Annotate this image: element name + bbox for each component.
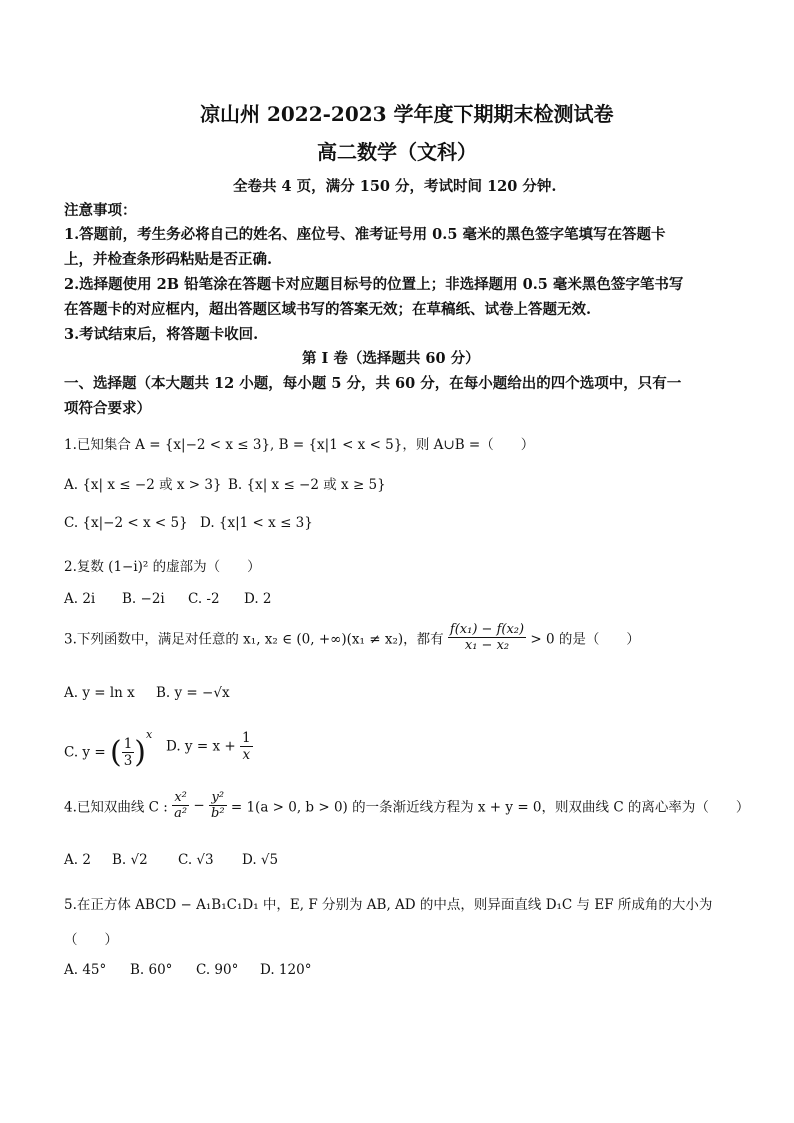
note-line: 上，并检查条形码粘贴是否正确. bbox=[64, 251, 273, 268]
question-3-stem bbox=[64, 622, 640, 653]
question-4-option-d: D. √5 bbox=[242, 852, 279, 868]
exam-title: 凉山州 2022-2023 学年度下期期末检测试卷 bbox=[200, 102, 614, 126]
fraction-denominator: 3 bbox=[123, 753, 133, 769]
subject-title: 高二数学（文科） bbox=[317, 140, 477, 164]
fraction-numerator: 1 bbox=[241, 730, 251, 746]
option-d-fraction bbox=[240, 730, 253, 763]
question-5-option-a: A. 45° bbox=[64, 962, 107, 978]
note-line: 在答题卡的对应框内，超出答题区域书写的答案无效；在草稿纸、试卷上答题无效. bbox=[64, 301, 592, 318]
question-4-option-a: A. 2 bbox=[64, 852, 91, 868]
question-2-option-d: D. 2 bbox=[244, 591, 272, 607]
question-4-option-b: B. √2 bbox=[112, 852, 148, 868]
note-line: 1.答题前，考生务必将自己的姓名、座位号、准考证号用 0.5 毫米的黑色签字笔填写在答题卡 bbox=[64, 226, 666, 243]
section-instructions-cont: 项符合要求） bbox=[64, 400, 151, 417]
question-3-option-d bbox=[166, 730, 253, 763]
question-1-option-d: D. {x|1 < x ≤ 3} bbox=[200, 515, 313, 531]
fraction-denominator: a² bbox=[174, 806, 188, 821]
option-d-prefix: D. y = x + bbox=[166, 738, 236, 755]
question-4-fraction-y bbox=[209, 790, 227, 821]
question-4-fraction-x bbox=[172, 790, 189, 821]
note-line: 2.选择题使用 2B 铅笔涂在答题卡对应题目标号的位置上；非选择题用 0.5 毫米黑色签字笔书写 bbox=[64, 276, 684, 293]
question-5-option-b: B. 60° bbox=[130, 962, 173, 978]
fraction-denominator: x₁ − x₂ bbox=[464, 638, 510, 653]
option-c-prefix: C. y = bbox=[64, 744, 106, 761]
question-2-option-a: A. 2i bbox=[64, 591, 96, 607]
question-4-option-c: C. √3 bbox=[178, 852, 214, 868]
fraction-numerator: 1 bbox=[123, 736, 133, 752]
fraction-denominator: x bbox=[242, 747, 251, 763]
fraction-numerator: y² bbox=[209, 790, 227, 806]
section-instructions: 一、选择题（本大题共 12 小题，每小题 5 分，共 60 分，在每小题给出的四个选项中，只有一 bbox=[64, 375, 682, 392]
question-4-stem-post: = 1(a > 0, b > 0) 的一条渐近线方程为 x + y = 0，则双曲线 C 的离心率为（ ） bbox=[230, 799, 750, 816]
exponent: x bbox=[146, 728, 153, 741]
question-5-option-d: D. 120° bbox=[260, 962, 312, 978]
option-c-fraction bbox=[122, 736, 135, 769]
minus-sign: − bbox=[193, 797, 205, 814]
question-2-option-c: C. -2 bbox=[188, 591, 220, 607]
right-paren: ) bbox=[134, 735, 146, 770]
question-2-stem: 2.复数 (1−i)² 的虚部为（ ） bbox=[64, 559, 261, 575]
question-3-option-c bbox=[64, 728, 152, 770]
question-3-option-b: B. y = −√x bbox=[156, 685, 230, 701]
question-1-option-c: C. {x|−2 < x < 5} bbox=[64, 515, 188, 531]
question-4-stem bbox=[64, 790, 749, 821]
fraction-numerator: x² bbox=[172, 790, 189, 806]
question-5-stem: 5.在正方体 ABCD − A₁B₁C₁D₁ 中，E, F 分别为 AB, AD 的中点，则异面直线 D₁C 与 EF 所成角的大小为 bbox=[64, 897, 713, 913]
question-1-option-a: A. {x| x ≤ −2 或 x > 3} bbox=[64, 477, 222, 493]
question-2-option-b: B. −2i bbox=[122, 591, 165, 607]
question-3-fraction bbox=[448, 622, 526, 653]
question-3-stem-pre: 3.下列函数中，满足对任意的 x₁, x₂ ∈ (0, +∞)(x₁ ≠ x₂)，都有 bbox=[64, 631, 444, 648]
question-1-stem: 1.已知集合 A = {x|−2 < x ≤ 3}, B = {x|1 < x < 5}，则 A∪B =（ ） bbox=[64, 437, 535, 453]
question-5-stem-cont: （ ） bbox=[64, 932, 118, 948]
fraction-denominator: b² bbox=[211, 806, 225, 821]
left-paren: ( bbox=[109, 735, 122, 770]
exam-info: 全卷共 4 页，满分 150 分，考试时间 120 分钟. bbox=[233, 178, 557, 195]
question-5-option-c: C. 90° bbox=[196, 962, 239, 978]
question-1-option-b: B. {x| x ≤ −2 或 x ≥ 5} bbox=[228, 477, 386, 493]
question-4-stem-pre: 4.已知双曲线 C : bbox=[64, 799, 168, 816]
fraction-numerator: f(x₁) − f(x₂) bbox=[449, 622, 525, 637]
section-title: 第 I 卷（选择题共 60 分） bbox=[302, 350, 480, 367]
notes-heading: 注意事项： bbox=[64, 202, 137, 219]
question-3-stem-post: > 0 的是（ ） bbox=[530, 631, 640, 648]
question-3-option-a: A. y = ln x bbox=[64, 685, 135, 701]
note-line: 3.考试结束后，将答题卡收回. bbox=[64, 326, 259, 343]
